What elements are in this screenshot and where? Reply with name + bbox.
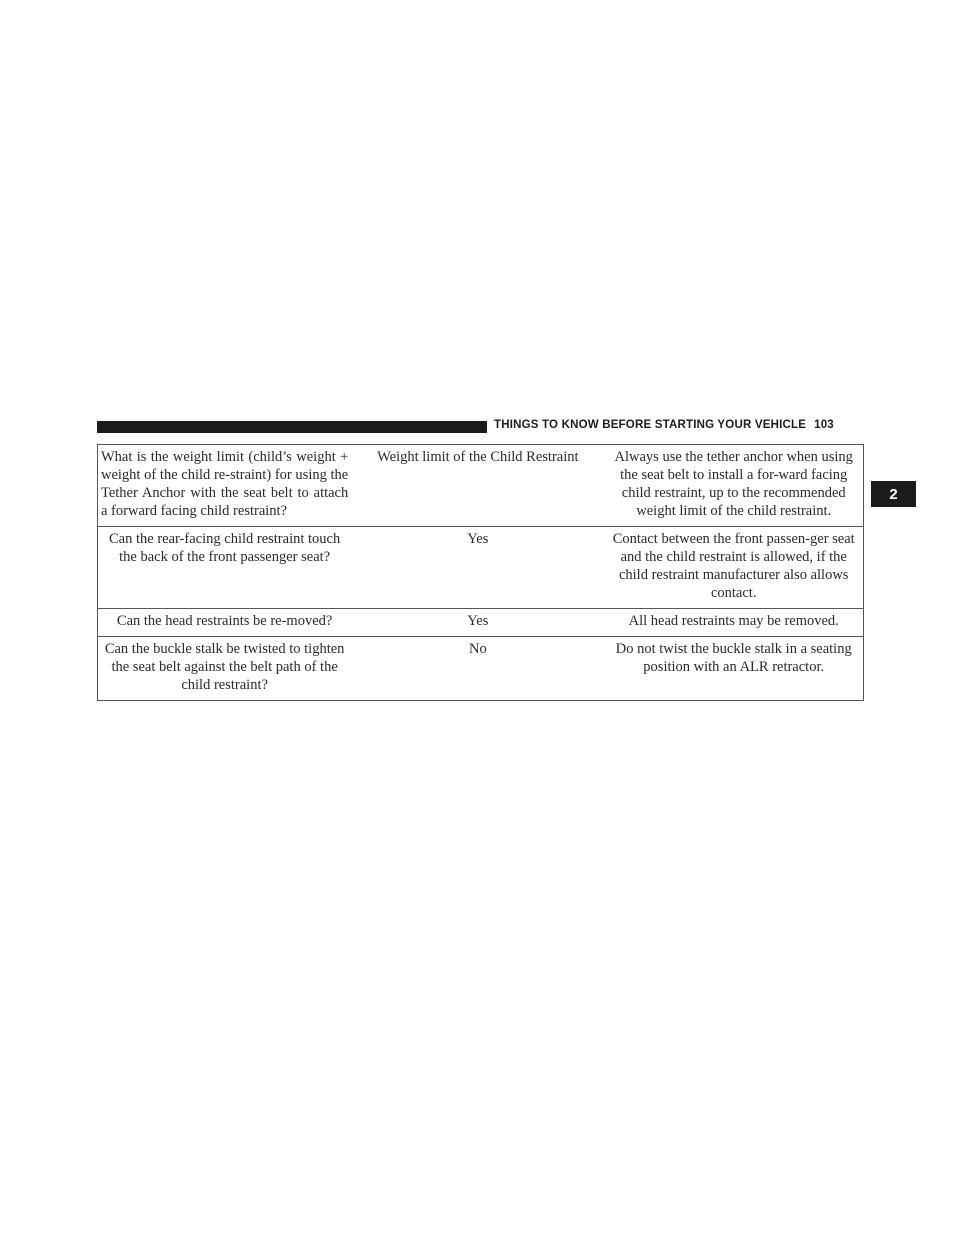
chapter-tab <box>871 481 916 507</box>
question-cell: What is the weight limit (child’s weight + weight of the child re-straint) for using the Tether Anchor with the seat belt to attach a forward facing child restraint? <box>98 445 352 527</box>
question-cell: Can the rear-facing child restraint touch the back of the front passenger seat? <box>98 527 352 609</box>
answer-cell: Weight limit of the Child Restraint <box>351 445 604 527</box>
comment-cell: All head restraints may be removed. <box>604 609 863 637</box>
answer-cell: No <box>351 637 604 701</box>
table-row <box>98 609 864 637</box>
question-cell: Can the buckle stalk be twisted to tighten the seat belt against the belt path of the child restraint? <box>98 637 352 701</box>
section-title: THINGS TO KNOW BEFORE STARTING YOUR VEHICLE <box>494 419 807 431</box>
chapter-number: 2 <box>889 485 898 503</box>
answer-cell: Yes <box>351 527 604 609</box>
question-cell: Can the head restraints be re-moved? <box>98 609 352 637</box>
answer-cell: Yes <box>351 609 604 637</box>
comment-cell: Do not twist the buckle stalk in a seating position with an ALR retractor. <box>604 637 863 701</box>
table-row <box>98 527 864 609</box>
header-bar <box>97 421 487 433</box>
table-row <box>98 445 864 527</box>
page-number: 103 <box>814 419 834 431</box>
child-restraint-info-table <box>97 444 864 701</box>
comment-cell: Always use the tether anchor when using the seat belt to install a for-ward facing child restraint, up to the recommended weight limit of the child restraint. <box>604 445 863 527</box>
running-header <box>494 419 834 431</box>
comment-cell: Contact between the front passen-ger seat and the child restraint is allowed, if the child restraint manufacturer also allows contact. <box>604 527 863 609</box>
table-row <box>98 637 864 701</box>
